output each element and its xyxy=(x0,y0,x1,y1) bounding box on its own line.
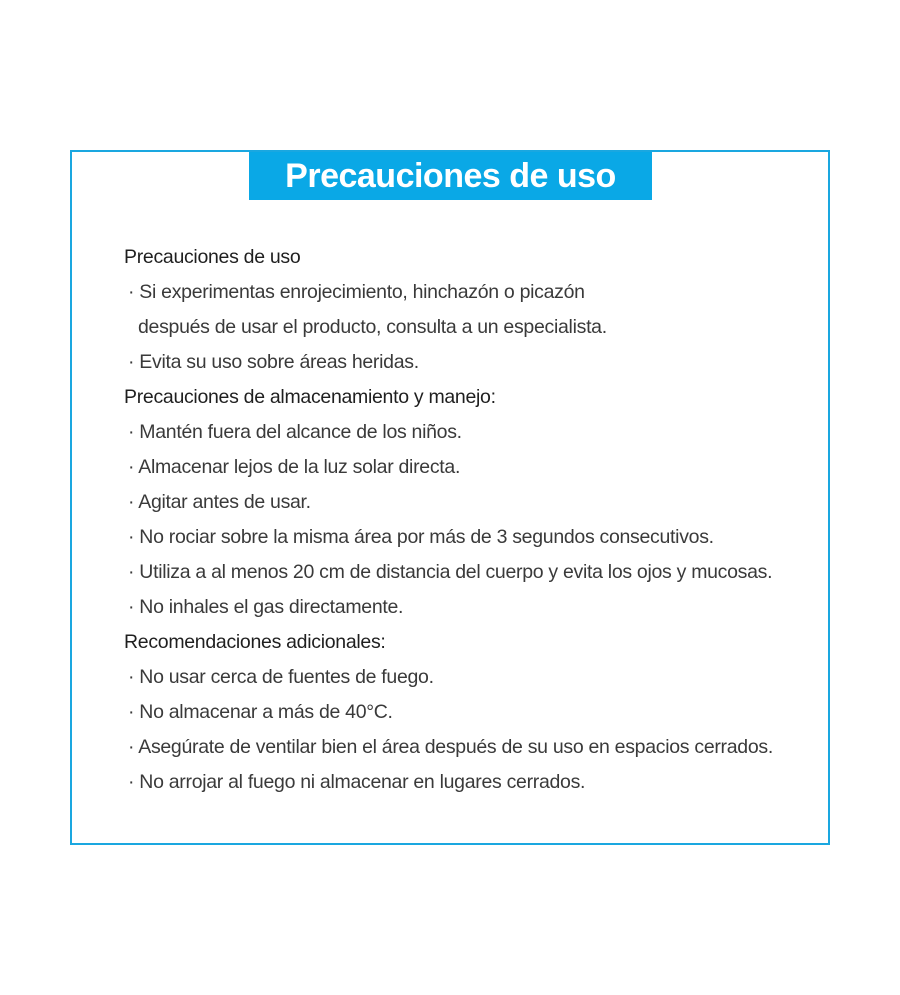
storage-item-4: · No rociar sobre la misma área por más de 3 segundos consecutivos. xyxy=(128,526,714,548)
precautions-content xyxy=(124,240,824,800)
storage-item-3: · Agitar antes de usar. xyxy=(128,491,311,513)
storage-item-6: · No inhales el gas directamente. xyxy=(128,596,404,618)
section-heading-storage: Precauciones de almacenamiento y manejo: xyxy=(124,386,496,408)
storage-item-5: · Utiliza a al menos 20 cm de distancia del cuerpo y evita los ojos y mucosas. xyxy=(128,561,773,583)
recommendation-item-4: · No arrojar al fuego ni almacenar en lugares cerrados. xyxy=(128,771,586,793)
storage-item-1: · Mantén fuera del alcance de los niños. xyxy=(128,421,462,443)
usage-item-1: · Si experimentas enrojecimiento, hinchazón o picazón xyxy=(128,281,585,303)
page-title: Precauciones de uso xyxy=(249,152,652,200)
recommendation-item-3: · Asegúrate de ventilar bien el área después de su uso en espacios cerrados. xyxy=(128,736,773,758)
usage-item-1-continued: después de usar el producto, consulta a un especialista. xyxy=(138,316,607,338)
recommendation-item-1: · No usar cerca de fuentes de fuego. xyxy=(128,666,434,688)
section-heading-usage: Precauciones de uso xyxy=(124,246,301,268)
usage-item-2: · Evita su uso sobre áreas heridas. xyxy=(128,351,419,373)
recommendation-item-2: · No almacenar a más de 40°C. xyxy=(128,701,393,723)
section-heading-recommendations: Recomendaciones adicionales: xyxy=(124,631,386,653)
storage-item-2: · Almacenar lejos de la luz solar directa. xyxy=(128,456,461,478)
